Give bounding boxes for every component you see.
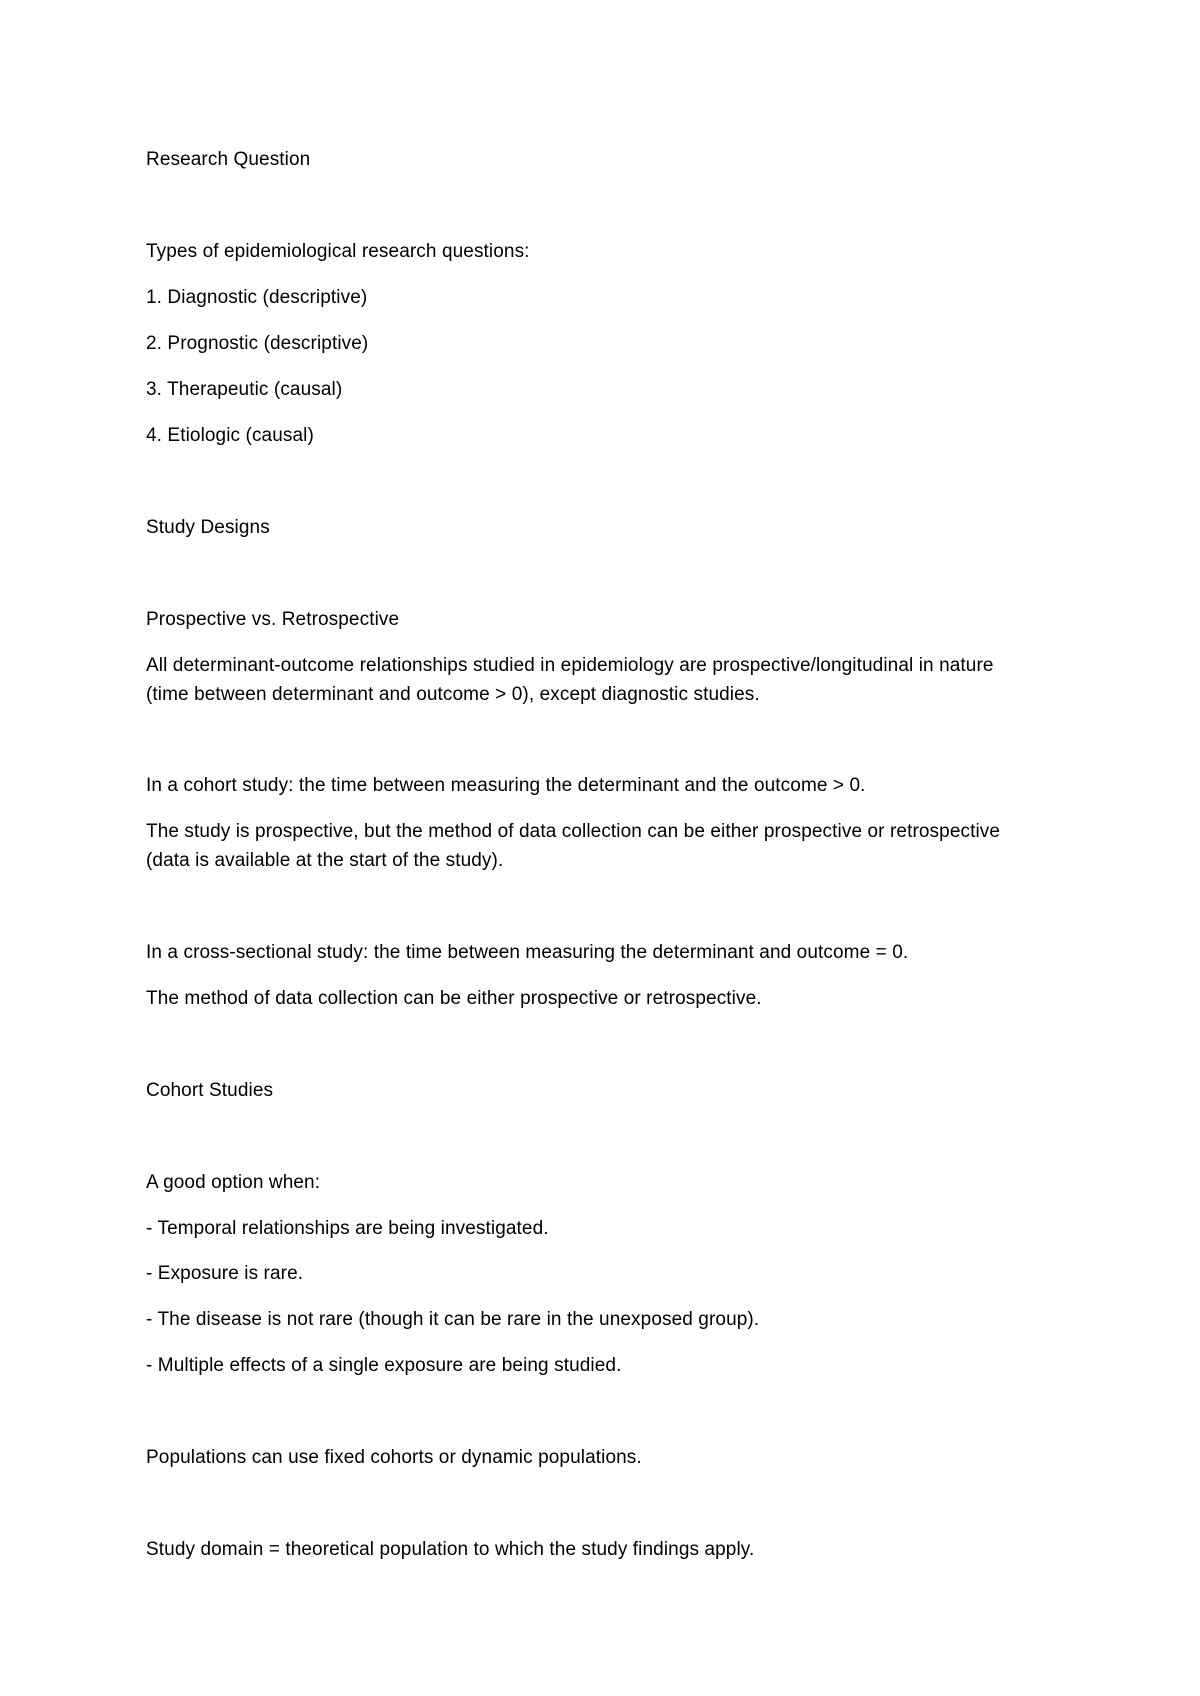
type-item-therapeutic: 3. Therapeutic (causal) [146, 379, 343, 400]
good-option-item-temporal: - Temporal relationships are being investigated. [146, 1218, 549, 1239]
populations-statement: Populations can use fixed cohorts or dynamic populations. [146, 1447, 642, 1468]
study-domain-statement: Study domain = theoretical population to which the study findings apply. [146, 1539, 755, 1560]
cohort-time-statement: In a cohort study: the time between measuring the determinant and the outcome > 0. [146, 775, 866, 796]
heading-research-question: Research Question [146, 149, 311, 170]
cohort-method-paragraph: The study is prospective, but the method of data collection can be either prospective or retrospective (data is available at the start of the study). [146, 821, 1001, 871]
heading-study-designs: Study Designs [146, 517, 270, 538]
good-option-item-multiple-effects: - Multiple effects of a single exposure are being studied. [146, 1355, 622, 1376]
prospective-paragraph: All determinant-outcome relationships studied in epidemiology are prospective/longitudinal in nature (time between determinant and outcome > 0), except diagnostic studies. [146, 655, 994, 705]
type-item-etiologic: 4. Etiologic (causal) [146, 425, 314, 446]
heading-cohort-studies: Cohort Studies [146, 1080, 274, 1101]
type-item-diagnostic: 1. Diagnostic (descriptive) [146, 287, 368, 308]
good-option-item-exposure: - Exposure is rare. [146, 1263, 304, 1284]
types-intro: Types of epidemiological research questions: [146, 241, 530, 262]
cross-sectional-time-statement: In a cross-sectional study: the time between measuring the determinant and outcome = 0. [146, 942, 909, 963]
heading-prospective-vs-retrospective: Prospective vs. Retrospective [146, 609, 400, 630]
good-option-intro: A good option when: [146, 1172, 321, 1193]
type-item-prognostic: 2. Prognostic (descriptive) [146, 333, 369, 354]
cross-sectional-method-statement: The method of data collection can be either prospective or retrospective. [146, 988, 762, 1009]
good-option-item-disease: - The disease is not rare (though it can be rare in the unexposed group). [146, 1309, 760, 1330]
